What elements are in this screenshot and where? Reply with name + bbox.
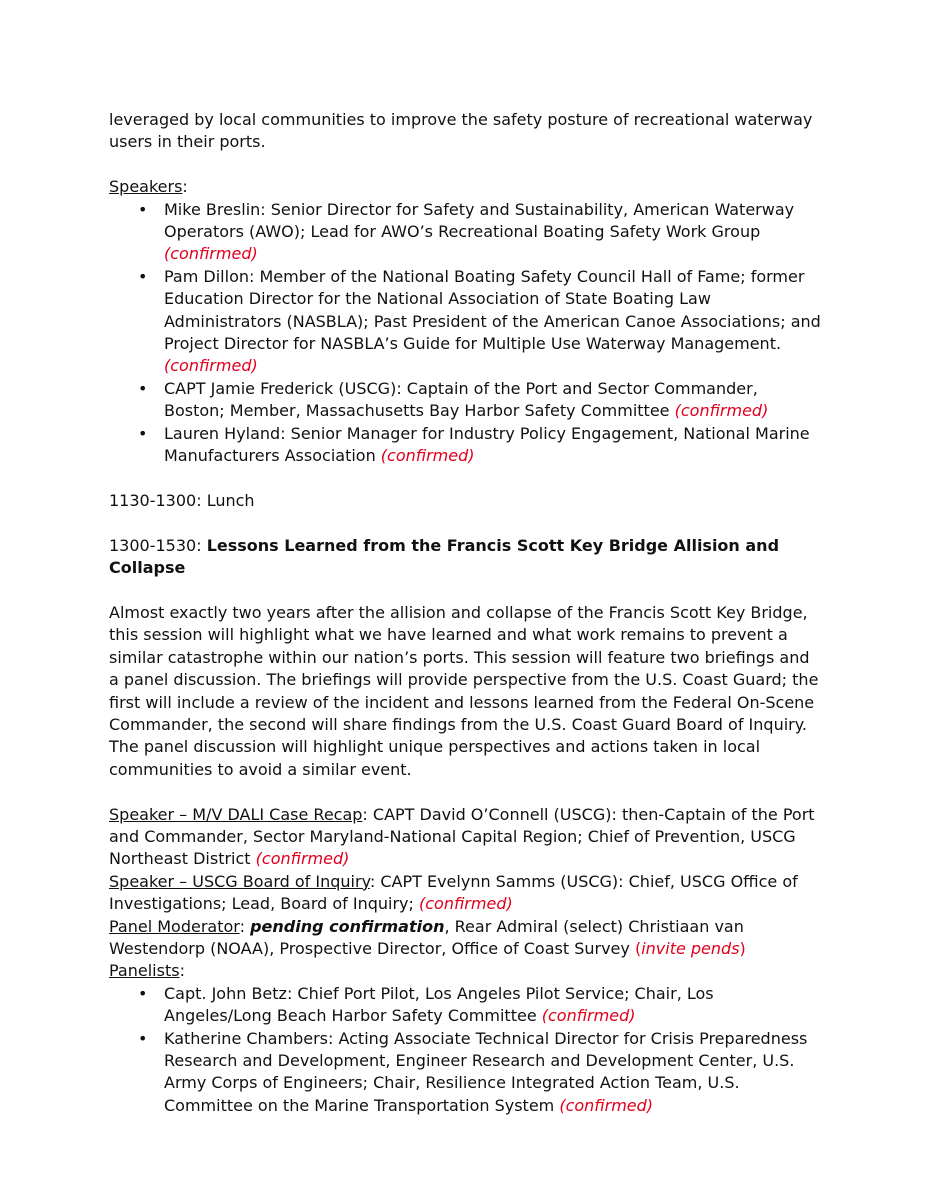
status-confirmed: (confirmed) <box>255 849 350 869</box>
speaker-text: Lauren Hyland: Senior Manager for Industry Policy Engagement, National Marine Manufacturers Association <box>164 423 810 466</box>
speakers-list <box>109 199 821 468</box>
session-title: Lessons Learned from the Francis Scott Key Bridge Allision and Collapse <box>109 535 780 578</box>
status-confirmed: (confirmed) <box>674 401 769 421</box>
bullet-icon: • <box>138 1028 148 1048</box>
list-item <box>109 378 821 423</box>
spacer <box>109 579 821 601</box>
panelists-list <box>109 983 821 1117</box>
panel-moderator-label: Panel Moderator <box>109 916 240 936</box>
list-item <box>109 199 821 266</box>
status-confirmed: (confirmed) <box>164 244 258 264</box>
list-item <box>109 983 821 1028</box>
speakers-heading: Speakers: <box>109 177 188 197</box>
session-description: Almost exactly two years after the allision and collapse of the Francis Scott Key Bridge, this session will highlight what we have learned and what work remains to prevent a similar catastrophe within our nation’s ports. This session will feature two briefings and a panel discussion. The briefings will provide perspective from the U.S. Coast Guard; the first will include a review of the incident and lessons learned from the Federal On-Scene Commander, the second will share findings from the U.S. Coast Guard Board of Inquiry. The panel discussion will highlight unique perspectives and actions taken in local communities to avoid a similar event. <box>109 602 819 779</box>
pending-confirmation: pending confirmation <box>250 916 445 936</box>
status-confirmed: (confirmed) <box>380 446 475 466</box>
board-of-inquiry-label: Speaker – USCG Board of Inquiry <box>109 871 370 891</box>
speaker-text: Mike Breslin: Senior Director for Safety and Sustainability, American Waterway Operators (AWO); Lead for AWO’s Recreational Boating Safety Work Group <box>164 199 795 242</box>
session-time: 1300-1530: <box>109 535 207 555</box>
panelists-heading: Panelists: <box>109 961 185 981</box>
status-confirmed: (confirmed) <box>164 356 258 376</box>
status-confirmed: (confirmed) <box>541 1006 636 1026</box>
board-of-inquiry-speaker: Speaker – USCG Board of Inquiry: CAPT Evelynn Samms (USCG): Chief, USCG Office of Investigations; Lead, Board of Inquiry; (confirmed) <box>109 871 798 914</box>
bullet-icon: • <box>138 199 148 219</box>
bullet-icon: • <box>138 423 148 443</box>
document-page <box>109 109 821 1117</box>
bullet-icon: • <box>138 378 148 398</box>
panelist-text: Katherine Chambers: Acting Associate Technical Director for Crisis Preparedness Research and Development, Engineer Research and Development Center, U.S. Army Corps of Engineers; Chair, Resilience Integrated Action Team, U.S. Committee on the Marine Transportation System <box>164 1028 808 1115</box>
panelist-text: Capt. John Betz: Chief Port Pilot, Los Angeles Pilot Service; Chair, Los Angeles/Long Beach Harbor Safety Committee <box>164 983 714 1026</box>
bullet-icon: • <box>138 266 148 286</box>
list-item <box>109 423 821 468</box>
speaker-text: CAPT Jamie Frederick (USCG): Captain of the Port and Sector Commander, Boston; Member, Massachusetts Bay Harbor Safety Committee <box>164 378 758 421</box>
panelists-heading-label: Panelists <box>109 961 180 981</box>
case-recap-speaker: Speaker – M/V DALI Case Recap: CAPT David O’Connell (USCG): then-Captain of the Port and Commander, Sector Maryland-National Capital Region; Chief of Prevention, USCG Northeast District (confirmed) <box>109 804 815 869</box>
status-confirmed: (confirmed) <box>419 894 513 914</box>
spacer <box>109 781 821 803</box>
list-item <box>109 266 821 378</box>
session-heading <box>109 535 821 580</box>
case-recap-label: Speaker – M/V DALI Case Recap <box>109 804 363 824</box>
panel-moderator: Panel Moderator: pending confirmation, Rear Admiral (select) Christiaan van Westendorp (NOAA), Prospective Director, Office of Coast Survey (invite pends) <box>109 916 746 958</box>
spacer <box>109 154 821 176</box>
lunch-line: 1130-1300: Lunch <box>109 490 255 510</box>
status-invite-pends: invite pends <box>641 938 740 958</box>
bullet-icon: • <box>138 983 148 1003</box>
intro-paragraph: leveraged by local communities to improve the safety posture of recreational waterway users in their ports. <box>109 110 813 152</box>
status-confirmed: (confirmed) <box>559 1095 654 1115</box>
list-item <box>109 1028 821 1118</box>
spacer <box>109 512 821 534</box>
speaker-text: Pam Dillon: Member of the National Boating Safety Council Hall of Fame; former Education Director for the National Association of State Boating Law Administrators (NASBLA); Past President of the American Canoe Associations; and Project Director for NASBLA’s Guide for Multiple Use Waterway Management. <box>164 266 821 354</box>
speakers-heading-label: Speakers <box>109 177 183 197</box>
spacer <box>109 467 821 489</box>
